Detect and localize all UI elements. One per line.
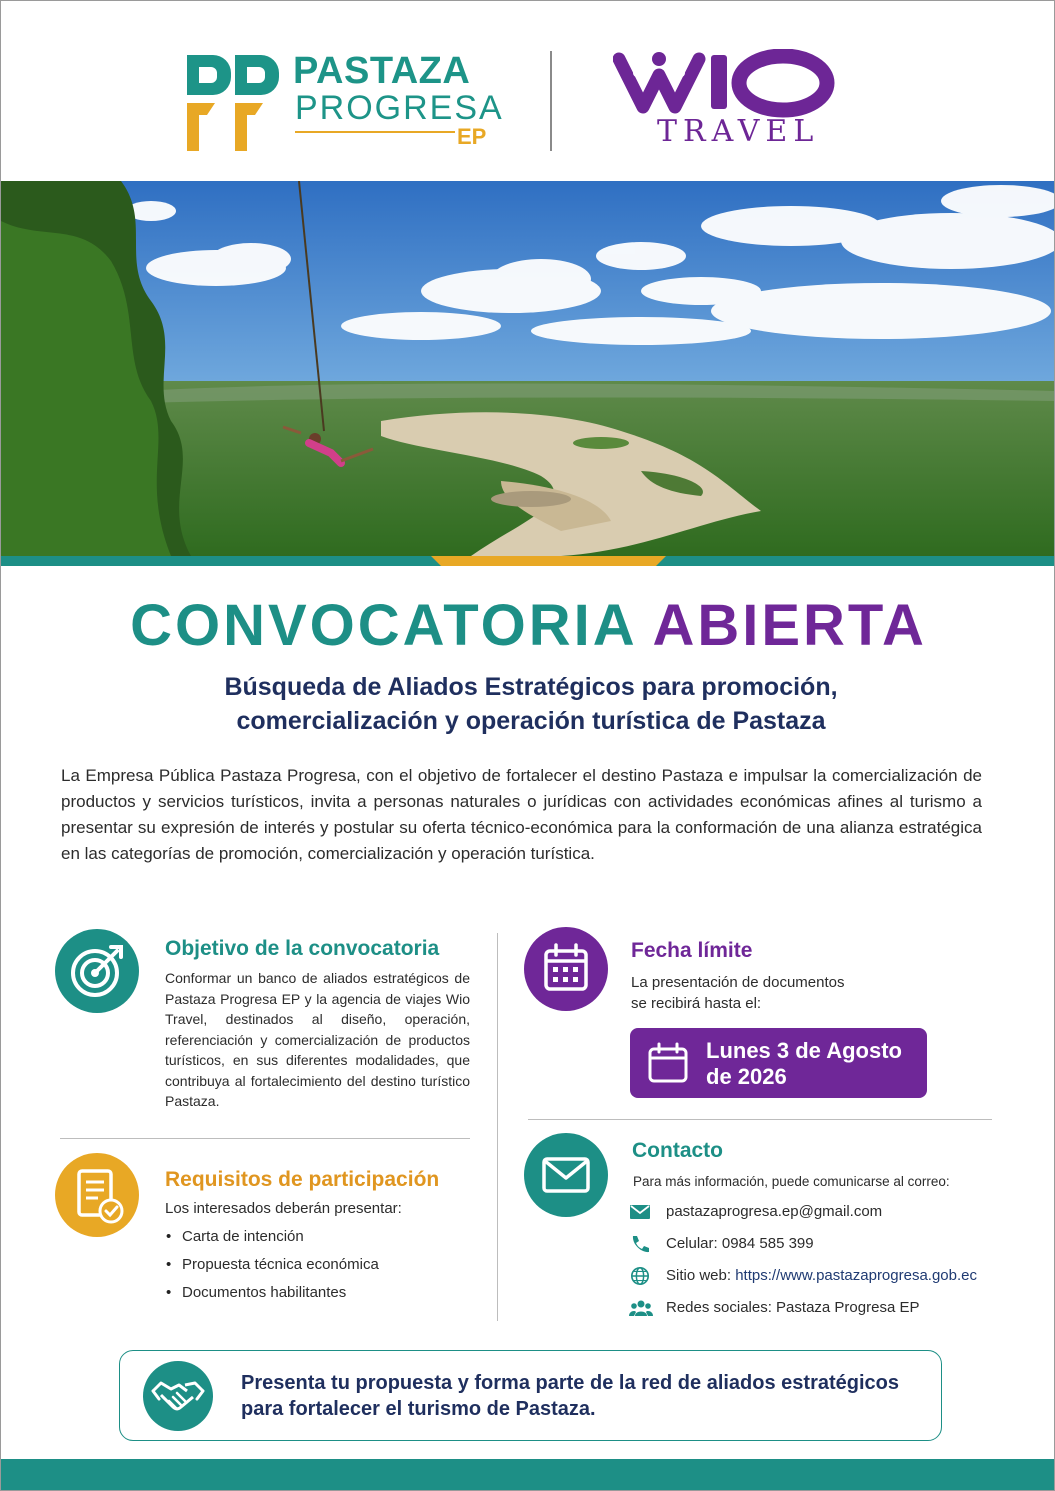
contact-intro: Para más información, puede comunicarse al correo: — [633, 1174, 950, 1189]
people-icon — [629, 1298, 653, 1318]
brand-subname: PROGRESA — [295, 89, 504, 127]
deadline-date-line-2: de 2026 — [706, 1064, 787, 1089]
contact-heading: Contacto — [632, 1139, 723, 1162]
list-item: • Carta de intención — [166, 1225, 379, 1253]
right-section-divider — [528, 1119, 992, 1120]
cta-line-2: para fortalecer el turismo de Pastaza. — [241, 1398, 596, 1420]
envelope-icon — [629, 1202, 651, 1222]
hero-image — [1, 181, 1055, 556]
hero-accent-band — [1, 556, 1055, 566]
website-link[interactable]: https://www.pastazaprogresa.gob.ec — [735, 1267, 978, 1284]
deadline-line-2: se recibirá hasta el: — [631, 994, 762, 1012]
requirements-intro: Los interesados deberán presentar: — [165, 1200, 402, 1217]
deadline-icon-badge — [524, 927, 608, 1011]
envelope-icon — [524, 1133, 608, 1217]
deadline-line-1: La presentación de documentos — [631, 974, 845, 991]
wio-travel-logo — [613, 49, 843, 154]
deadline-description — [631, 973, 931, 1014]
intro-paragraph: La Empresa Pública Pastaza Progresa, con el objetivo de fortalecer el destino Pastaza e impulsar la comercialización de productos y servicios turísticos, invita a personas naturales o jurídicas con actividades económicas afines al turismo a presentar su expresión de interés y postular su oferta técnico-económica para la conformación de una alianza estratégica en las categorías de promoción, comercialización y operación turística. — [61, 766, 982, 863]
objective-icon-badge — [55, 929, 139, 1013]
calendar-icon — [524, 927, 608, 1011]
column-divider — [497, 933, 498, 1321]
wio-travel-label: TRAVEL — [657, 114, 820, 149]
contact-social: Redes sociales: Pastaza Progresa EP — [666, 1299, 920, 1316]
left-section-divider — [60, 1138, 470, 1139]
cta-message — [241, 1370, 931, 1422]
pastaza-progresa-mark-icon — [185, 53, 281, 153]
brand-name: PASTAZA — [293, 50, 471, 92]
cta-line-1: Presenta tu propuesta y forma parte de la red de aliados estratégicos — [241, 1372, 899, 1394]
checklist-icon — [55, 1153, 139, 1237]
contact-web-row — [629, 1264, 1009, 1290]
brand-suffix: EP — [457, 124, 487, 149]
list-item: • Propuesta técnica económica — [166, 1253, 379, 1281]
contact-phone-row — [629, 1232, 1009, 1258]
title-part-2: ABIERTA — [652, 593, 927, 658]
subtitle-line-2: comercialización y operación turística de Pastaza — [236, 707, 826, 735]
deadline-heading: Fecha límite — [631, 939, 753, 962]
requirements-icon-badge — [55, 1153, 139, 1237]
objective-body: Conformar un banco de aliados estratégicos de Pastaza Progresa EP y la agencia de viajes Wio Travel, destinados al diseño, operación, referenciación y comercialización de productos turísticos, en sus diferentes modalidades, que contribuya al fortalecimiento del destino turístico Pastaza. — [165, 970, 470, 1109]
deadline-date-line-1: Lunes 3 de Agosto — [706, 1038, 902, 1063]
contact-phone: Celular: 0984 585 399 — [666, 1235, 814, 1252]
calendar-icon — [646, 1041, 690, 1085]
phone-icon — [629, 1234, 651, 1254]
wio-wordmark-icon — [613, 49, 843, 119]
title-part-1: CONVOCATORIA — [130, 593, 636, 658]
contact-email-row — [629, 1200, 1009, 1226]
cta-icon-badge — [143, 1361, 213, 1431]
globe-icon — [629, 1266, 651, 1286]
page-subtitle — [61, 670, 1001, 738]
target-icon — [55, 929, 139, 1013]
footer-band — [1, 1459, 1055, 1491]
requirements-heading: Requisitos de participación — [165, 1168, 440, 1191]
header-divider — [550, 51, 552, 151]
contact-email[interactable]: pastazaprogresa.ep@gmail.com — [666, 1203, 883, 1220]
call-to-action-box — [119, 1350, 942, 1441]
subtitle-line-1: Búsqueda de Aliados Estratégicos para promoción, — [224, 673, 838, 701]
pastaza-progresa-logo — [181, 49, 504, 154]
requirements-list — [166, 1225, 379, 1309]
deadline-date-box — [630, 1028, 927, 1098]
contact-social-row — [629, 1296, 1009, 1322]
deadline-date — [706, 1038, 916, 1090]
web-label: Sitio web: — [666, 1267, 736, 1284]
contact-icon-badge — [524, 1133, 608, 1217]
handshake-icon — [143, 1361, 213, 1431]
list-item: • Documentos habilitantes — [166, 1281, 379, 1309]
contact-web — [666, 1266, 977, 1286]
objective-heading: Objetivo de la convocatoria — [165, 937, 440, 960]
brand-underline — [295, 131, 455, 133]
page-title — [1, 591, 1055, 661]
